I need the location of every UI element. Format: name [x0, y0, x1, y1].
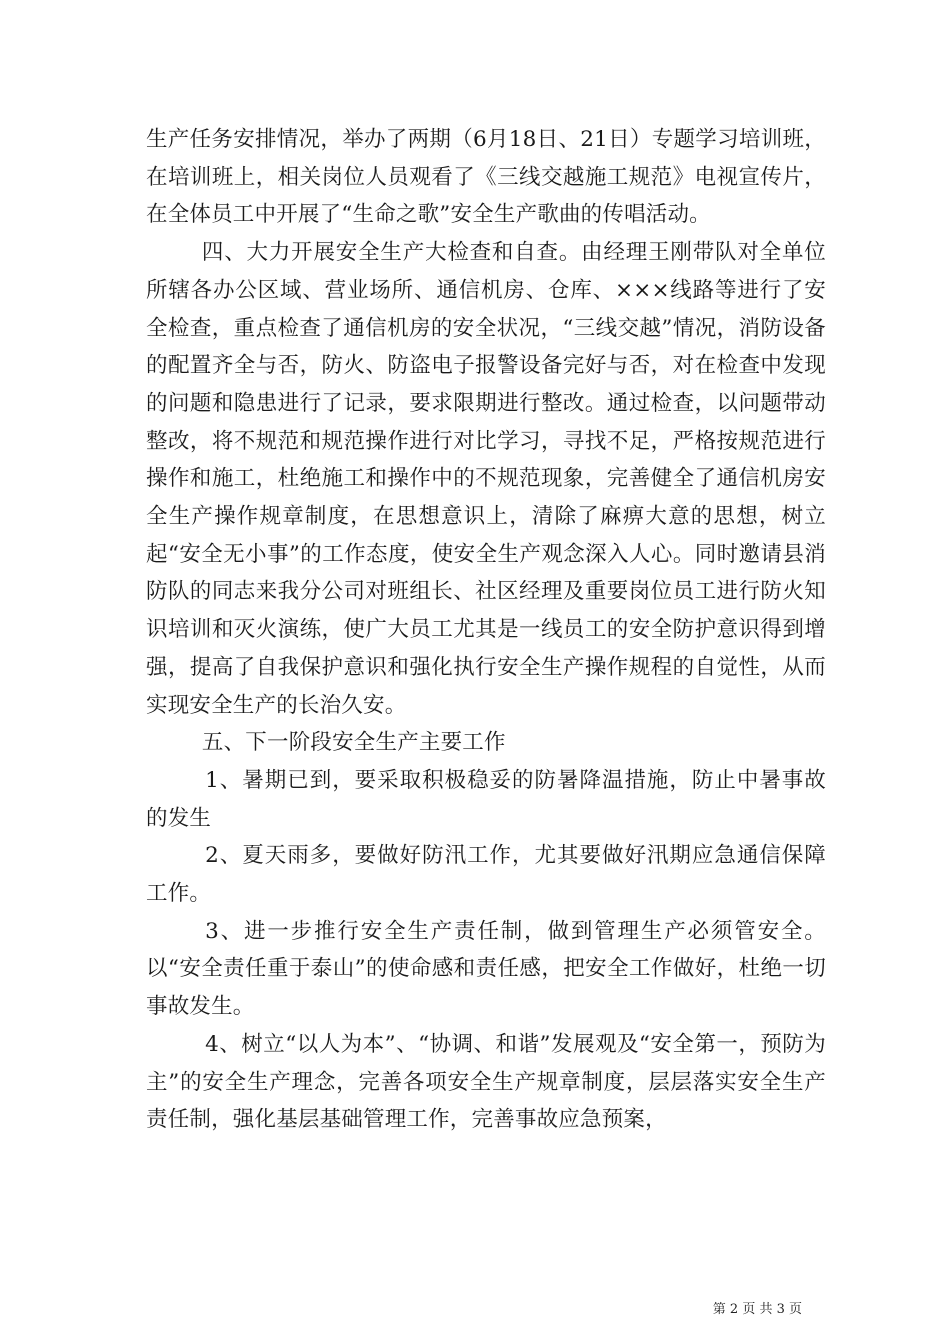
document-body — [146, 121, 826, 1139]
paragraph-item-1: 1、暑期已到，要采取积极稳妥的防暑降温措施，防止中暑事故的发生 — [146, 767, 826, 831]
paragraph-section-four: 四、大力开展安全生产大检查和自查。由经理王刚带队对全单位所辖各办公区域、营业场所、通信机房、仓库、×××线路等进行了安全检查，重点检查了通信机房的安全状况，“三线交越”情况，消防设备的配置齐全与否，防火、防盗电子报警设备完好与否，对在检查中发现的问题和隐患进行了记录，要求限期进行整改。通过检查，以问题带动整改，将不规范和规范操作进行对比学习，寻找不足，严格按规范进行操作和施工，杜绝施工和操作中的不规范现象，完善健全了通信机房安全生产操作规章制度，在思想意识上，清除了麻痹大意的思想，树立起“安全无小事”的工作态度，使安全生产观念深入人心。同时邀请县消防队的同志来我分公司对班组长、社区经理及重要岗位员工进行防火知识培训和灭火演练，使广大员工尤其是一线员工的安全防护意识得到增强，提高了自我保护意识和强化执行安全生产操作规程的自觉性，从而实现安全生产的长治久安。 — [146, 240, 826, 718]
paragraph-item-4: 4、树立“以人为本”、“协调、和谐”发展观及“安全第一，预防为主”的安全生产理念，完善各项安全生产规章制度，层层落实安全生产责任制，强化基层基础管理工作，完善事故应急预案， — [146, 1031, 826, 1133]
page-number-footer: 第 2 页 共 3 页 — [712, 1302, 802, 1317]
paragraph-item-3: 3、进一步推行安全生产责任制，做到管理生产必须管安全。以“安全责任重于泰山”的使命感和责任感，把安全工作做好，杜绝一切事故发生。 — [146, 918, 826, 1020]
paragraph-section-five-heading: 五、下一阶段安全生产主要工作 — [201, 730, 506, 756]
paragraph-item-2: 2、夏天雨多，要做好防汛工作，尤其要做好汛期应急通信保障工作。 — [146, 843, 826, 907]
paragraph-continuation: 生产任务安排情况，举办了两期（6月18日、21日）专题学习培训班，在培训班上，相关岗位人员观看了《三线交越施工规范》电视宣传片，在全体员工中开展了“生命之歌”安全生产歌曲的传唱活动。 — [146, 127, 826, 228]
